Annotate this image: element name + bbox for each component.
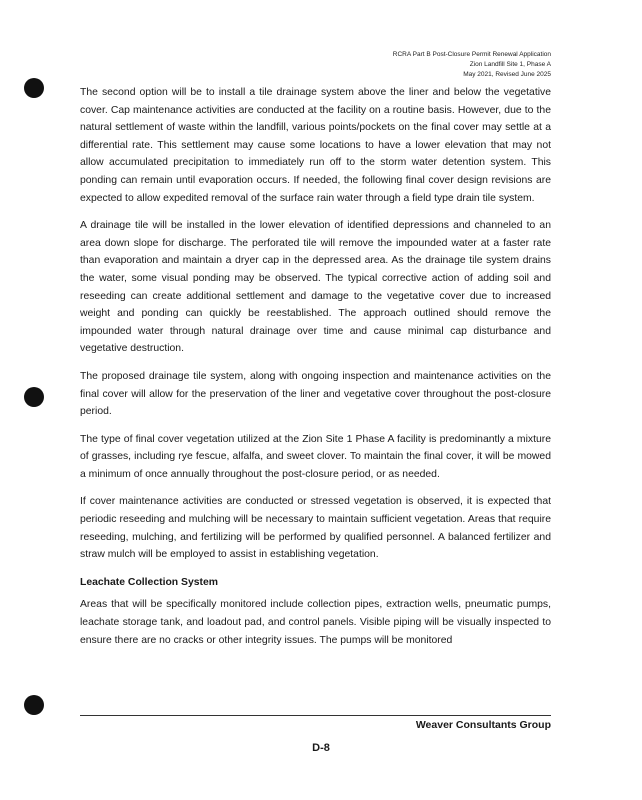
footer-divider [80,715,551,716]
page-number: D-8 [312,742,330,754]
paragraph-leachate-monitoring: Areas that will be specifically monitored include collection pipes, extraction wells, pneumatic pumps, leachate storage tank, and loadout pad, and control panels. Visible piping will be visually inspected to ensure there are no cracks or other integrity issues. The pumps will be monitored [80,599,551,646]
punch-hole-top [24,78,44,98]
header-date: May 2021, Revised June 2025 [463,71,551,78]
paragraph-vegetation-type: The type of final cover vegetation utilized at the Zion Site 1 Phase A facility is predominantly a mixture of grasses, including rye fescue, alfalfa, and sweet clover. To maintain the final cover, it will be mowed a minimum of once annually throughout the post-closure period, or as needed. [80,433,551,480]
running-header [393,50,551,80]
footer-company: Weaver Consultants Group [415,719,551,731]
document-body [80,84,551,659]
header-site: Zion Landfill Site 1, Phase A [469,61,551,68]
paragraph-tile-drainage-option: The second option will be to install a tile drainage system above the liner and below the vegetative cover. Cap maintenance activities are conducted at the facility on a routine basis. However, due to the natural settlement of waste within the landfill, various points/pockets on the final cover may settle at a differential rate. This settlement may cause some locations to have a lower elevation that may not allow accumulated precipitation to immediately run off to the storm water detention system. This ponding can remain until evaporation occurs. If needed, the following final cover design revisions are expected to allow expedited removal of the surface rain water through a field type drain tile system. [80,87,551,204]
section-heading-leachate: Leachate Collection System [80,576,219,588]
punch-hole-middle [24,387,44,407]
paragraph-drainage-tile-installation: A drainage tile will be installed in the lower elevation of identified depressions and channeled to an area down slope for discharge. The perforated tile will remove the impounded water at a faster rate than evaporation and maintain a dryer cap in the depressed area. As the drainage tile system drains the water, some visual ponding may be observed. The typical corrective action of adding soil and reseeding can create additional settlement and damage to the vegetative cover due to increased weight and ponding can quickly be reestablished. The approach outlined should remove the impounded water through natural drainage over time and cause minimal cap disturbance and vegetative destruction. [80,220,551,355]
punch-hole-bottom [24,695,44,715]
header-document-title: RCRA Part B Post-Closure Permit Renewal Application [392,51,551,58]
paragraph-proposed-system: The proposed drainage tile system, along with ongoing inspection and maintenance activities on the final cover will allow for the preservation of the liner and vegetative cover throughout the post-closure period. [80,370,551,418]
paragraph-reseeding: If cover maintenance activities are conducted or stressed vegetation is observed, it is expected that periodic reseeding and mulching will be necessary to maintain sufficient vegetation. Areas that require reseeding, mulching, and fertilizing will be performed by qualified personnel. A balanced fertilizer and straw mulch will be employed to assist in establishing vegetation. [80,496,551,561]
